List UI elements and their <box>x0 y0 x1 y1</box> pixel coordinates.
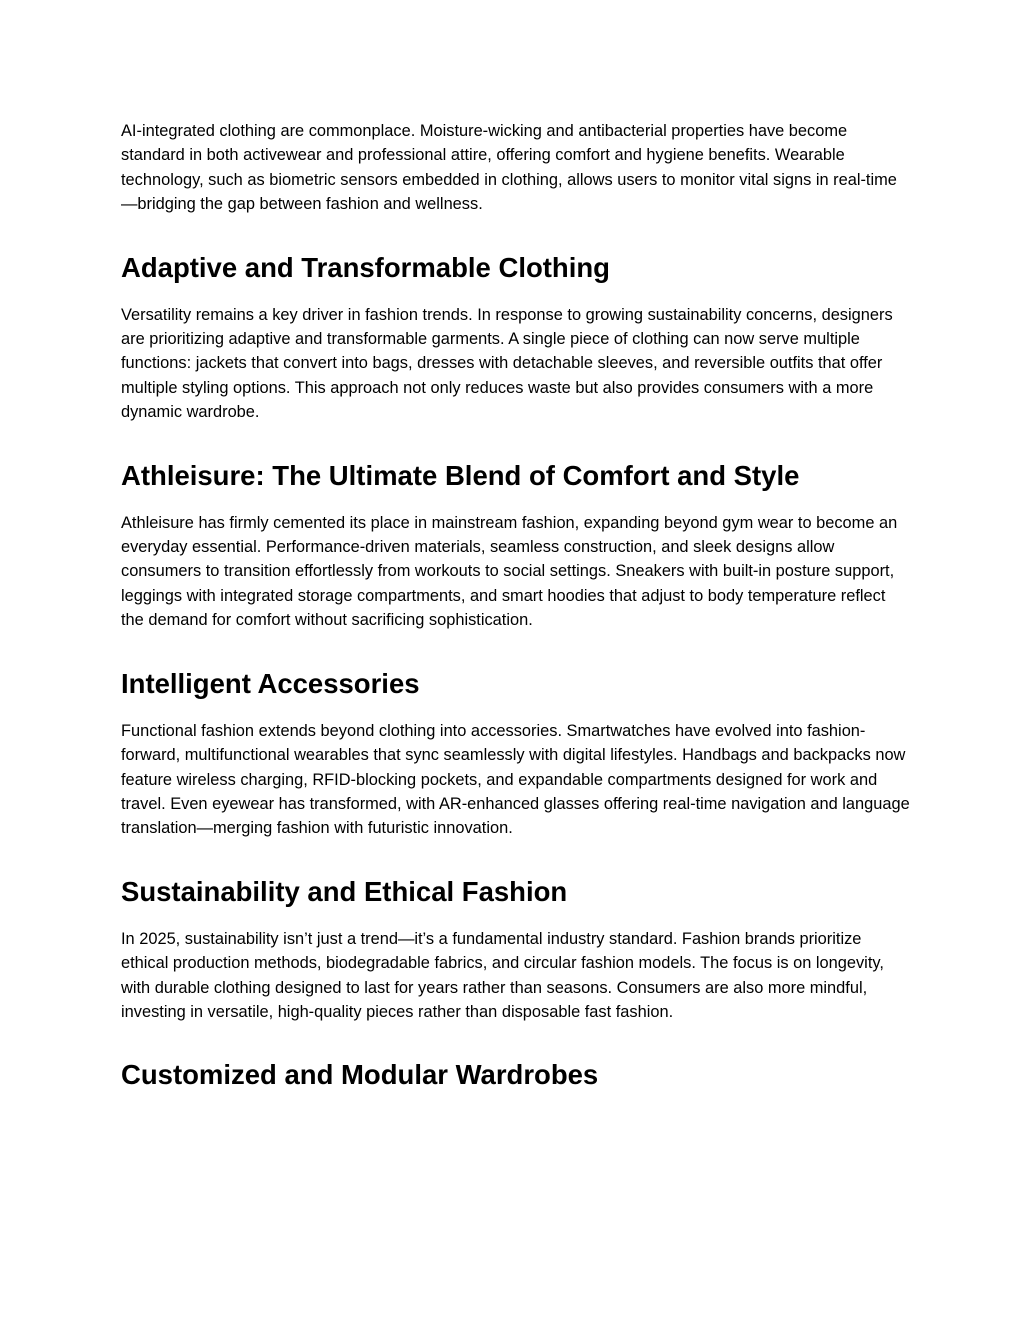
document-page <box>121 119 911 1092</box>
section-heading-accessories: Intelligent Accessories <box>121 667 420 699</box>
section-paragraph-accessories: Functional fashion extends beyond clothing into accessories. Smartwatches have evolved into fashion-forward, multifunctional wearables that sync seamlessly with digital lifestyles. Handbags and backpacks now feature wireless charging, RFID-blocking pockets, and expandable compartments designed for work and travel. Even eyewear has transformed, with AR-enhanced glasses offering real-time navigation and language translation—merging fashion with futuristic innovation. <box>121 721 910 838</box>
section-heading-adaptive: Adaptive and Transformable Clothing <box>121 251 610 283</box>
section-heading-sustainability: Sustainability and Ethical Fashion <box>121 875 568 907</box>
intro-paragraph: AI-integrated clothing are commonplace. Moisture-wicking and antibacterial properties have become standard in both activewear and professional attire, offering comfort and hygiene benefits. Wearable technology, such as biometric sensors embedded in clothing, allows users to monitor vital signs in real-time—bridging the gap between fashion and wellness. <box>121 122 897 214</box>
section-heading-customized: Customized and Modular Wardrobes <box>121 1059 599 1091</box>
section-paragraph-sustainability: In 2025, sustainability isn’t just a trend—it’s a fundamental industry standard. Fashion brands prioritize ethical production methods, biodegradable fabrics, and circular fashion models. The focus is on longevity, with durable clothing designed to last for years rather than seasons. Consumers are also more mindful, investing in versatile, high-quality pieces rather than disposable fast fashion. <box>121 929 884 1021</box>
section-heading-athleisure: Athleisure: The Ultimate Blend of Comfort and Style <box>121 459 800 491</box>
section-paragraph-adaptive: Versatility remains a key driver in fashion trends. In response to growing sustainability concerns, designers are prioritizing adaptive and transformable garments. A single piece of clothing can now serve multiple functions: jackets that convert into bags, dresses with detachable sleeves, and reversible outfits that offer multiple styling options. This approach not only reduces waste but also provides consumers with a more dynamic wardrobe. <box>121 305 893 422</box>
section-paragraph-athleisure: Athleisure has firmly cemented its place in mainstream fashion, expanding beyond gym wear to become an everyday essential. Performance-driven materials, seamless construction, and sleek designs allow consumers to transition effortlessly from workouts to social settings. Sneakers with built-in posture support, leggings with integrated storage compartments, and smart hoodies that adjust to body temperature reflect the demand for comfort without sacrificing sophistication. <box>121 513 898 630</box>
